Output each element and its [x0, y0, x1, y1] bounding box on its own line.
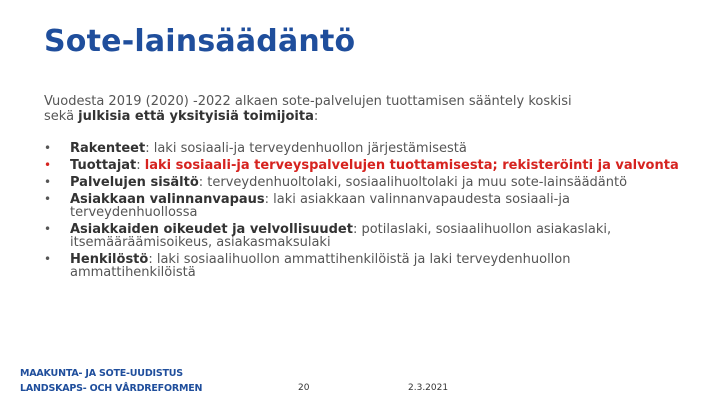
list-item-rakenteet [44, 142, 684, 155]
slide-date: 2.3.2021 [408, 383, 449, 393]
item-text: : [136, 158, 145, 173]
item-text: : laki sosiaalihuollon ammattihenkilöistä ja laki terveydenhuollon ammattihenkilöistä [70, 252, 571, 280]
list-item-oikeudet [44, 223, 684, 249]
intro-line-1: Vuodesta 2019 (2020) -2022 alkaen sote-palvelujen tuottamisen sääntely koskisi [44, 94, 572, 109]
logo-line-1: MAAKUNTA- JA SOTE-UUDISTUS [20, 368, 183, 379]
item-text: : laki sosiaali-ja terveydenhuollon järjestämisestä [145, 141, 467, 156]
reform-logo [20, 366, 202, 396]
logo-line-2: LANDSKAPS- OCH VÅRDREFORMEN [20, 383, 203, 394]
intro-line-2 [44, 109, 694, 124]
page-number: 20 [298, 383, 310, 393]
item-text: : potilaslaki, sosiaalihuollon asiakaslaki, itsemääräämisoikeus, asiakasmaksulaki [70, 222, 612, 250]
list-item-tuottajat [44, 159, 684, 172]
bullet-icon: • [44, 222, 52, 236]
item-term: Tuottajat [70, 158, 137, 173]
item-highlight: laki sosiaali-ja terveyspalvelujen tuottamisesta; rekisteröinti ja valvonta [144, 158, 679, 173]
item-term: Asiakkaan valinnanvapaus [70, 192, 265, 207]
bullet-icon: • [44, 158, 52, 172]
bullet-icon: • [44, 175, 52, 189]
intro-prefix: sekä [44, 109, 79, 124]
list-item-henkilosto [44, 253, 684, 279]
slide-title: Sote-lainsäädäntö [44, 24, 356, 59]
bullet-icon: • [44, 192, 52, 206]
intro-paragraph [44, 94, 694, 124]
item-text: : terveydenhuoltolaki, sosiaalihuoltolaki ja muu sote-lainsäädäntö [198, 175, 628, 190]
intro-suffix: : [313, 109, 319, 124]
item-term: Palvelujen sisältö [70, 175, 199, 190]
bullet-icon: • [44, 141, 52, 155]
item-term: Rakenteet [70, 141, 146, 156]
list-item-palvelujen-sisalto [44, 176, 684, 189]
item-term: Henkilöstö [70, 252, 149, 267]
bullet-list [44, 142, 684, 283]
bullet-icon: • [44, 252, 52, 266]
list-item-valinnanvapaus [44, 193, 684, 219]
intro-bold: julkisia että yksityisiä toimijoita [78, 109, 314, 124]
item-text: : laki asiakkaan valinnanvapaudesta sosiaali-ja terveydenhuollossa [70, 192, 570, 220]
item-term: Asiakkaiden oikeudet ja velvollisuudet [70, 222, 353, 237]
